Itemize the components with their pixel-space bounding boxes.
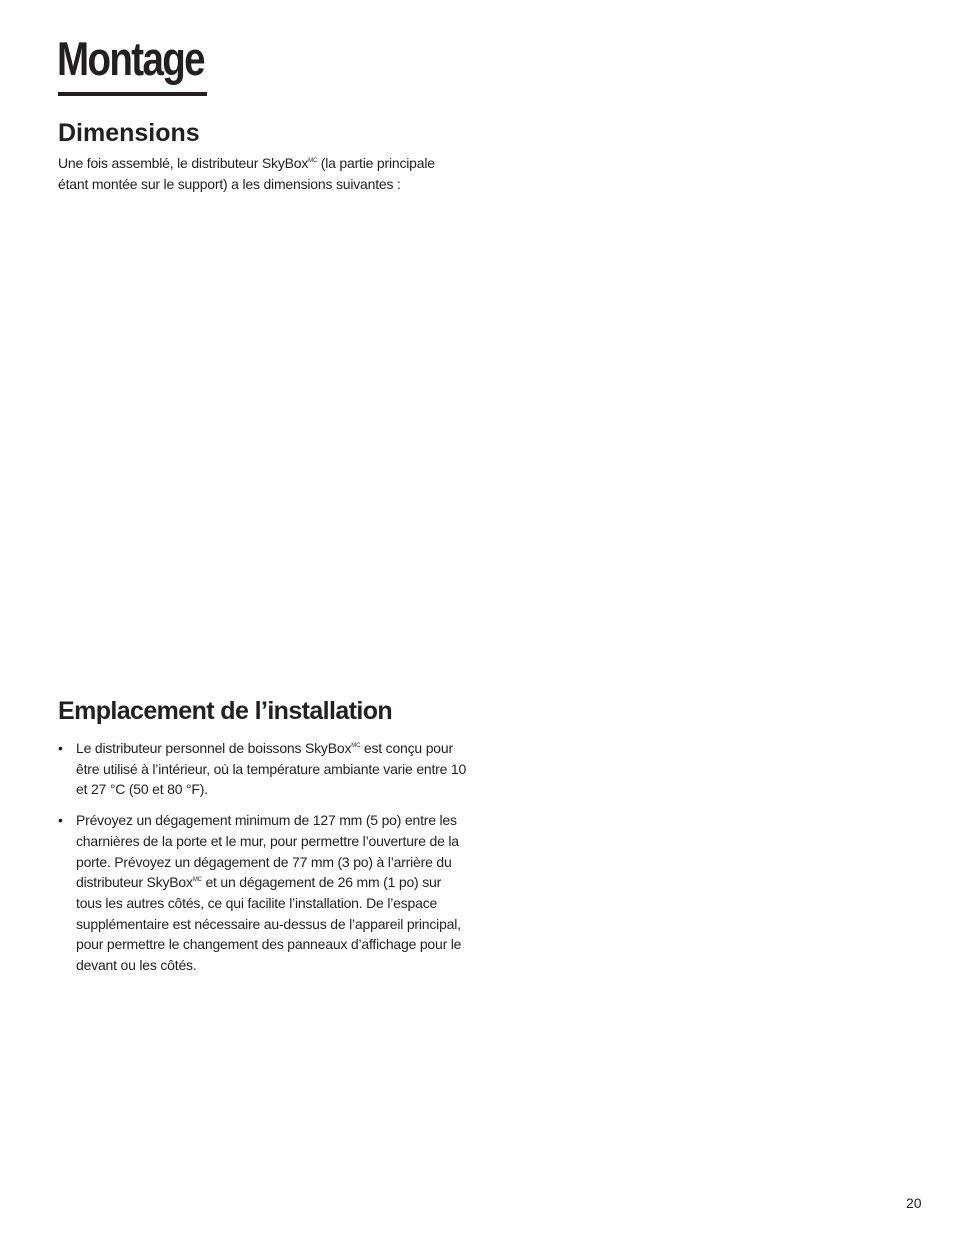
list-item-text-start: Le distributeur personnel de boissons SkyBox bbox=[76, 740, 352, 756]
dimensions-text-end: (la partie principale étant montée sur le support) a les dimensions suivantes : bbox=[58, 155, 435, 192]
list-item-text-end: et un dégagement de 26 mm (1 po) sur tous les autres côtés, ce qui facilite l’installation. De l’espace supplémentaire est nécessaire au-dessus de l’appareil principal, pour permettre le changement des panneaux d’affichage pour le devant ou les côtés. bbox=[76, 874, 462, 974]
trademark-mark: MC bbox=[351, 743, 361, 749]
emplacement-heading: Emplacement de l’installation bbox=[58, 697, 393, 725]
list-item-text-end: est conçu pour être utilisé à l’intérieur, où la température ambiante varie entre 10 et 27 °C (50 et 80 °F). bbox=[76, 740, 467, 798]
page-number: 20 bbox=[906, 1195, 922, 1211]
dimensions-paragraph bbox=[58, 153, 448, 194]
list-item-text-start: Prévoyez un dégagement minimum de 127 mm (5 po) entre les charnières de la porte et le mur, pour permettre l’ouverture de la porte. Prévoyez un dégagement de 77 mm (3 po) à l’arrière du distributeur SkyBox bbox=[76, 812, 459, 891]
trademark-mark: MC bbox=[192, 877, 202, 884]
dimensions-text-start: Une fois assemblé, le distributeur SkyBox bbox=[58, 155, 309, 171]
list-item bbox=[58, 738, 468, 800]
bullet-icon: • bbox=[58, 740, 63, 756]
page-title: Montage bbox=[57, 32, 204, 85]
trademark-mark: MC bbox=[308, 158, 318, 164]
bullet-icon: • bbox=[58, 812, 63, 829]
list-item bbox=[58, 810, 468, 976]
title-underline bbox=[58, 92, 207, 96]
emplacement-list bbox=[58, 738, 468, 986]
dimensions-heading: Dimensions bbox=[58, 119, 200, 147]
